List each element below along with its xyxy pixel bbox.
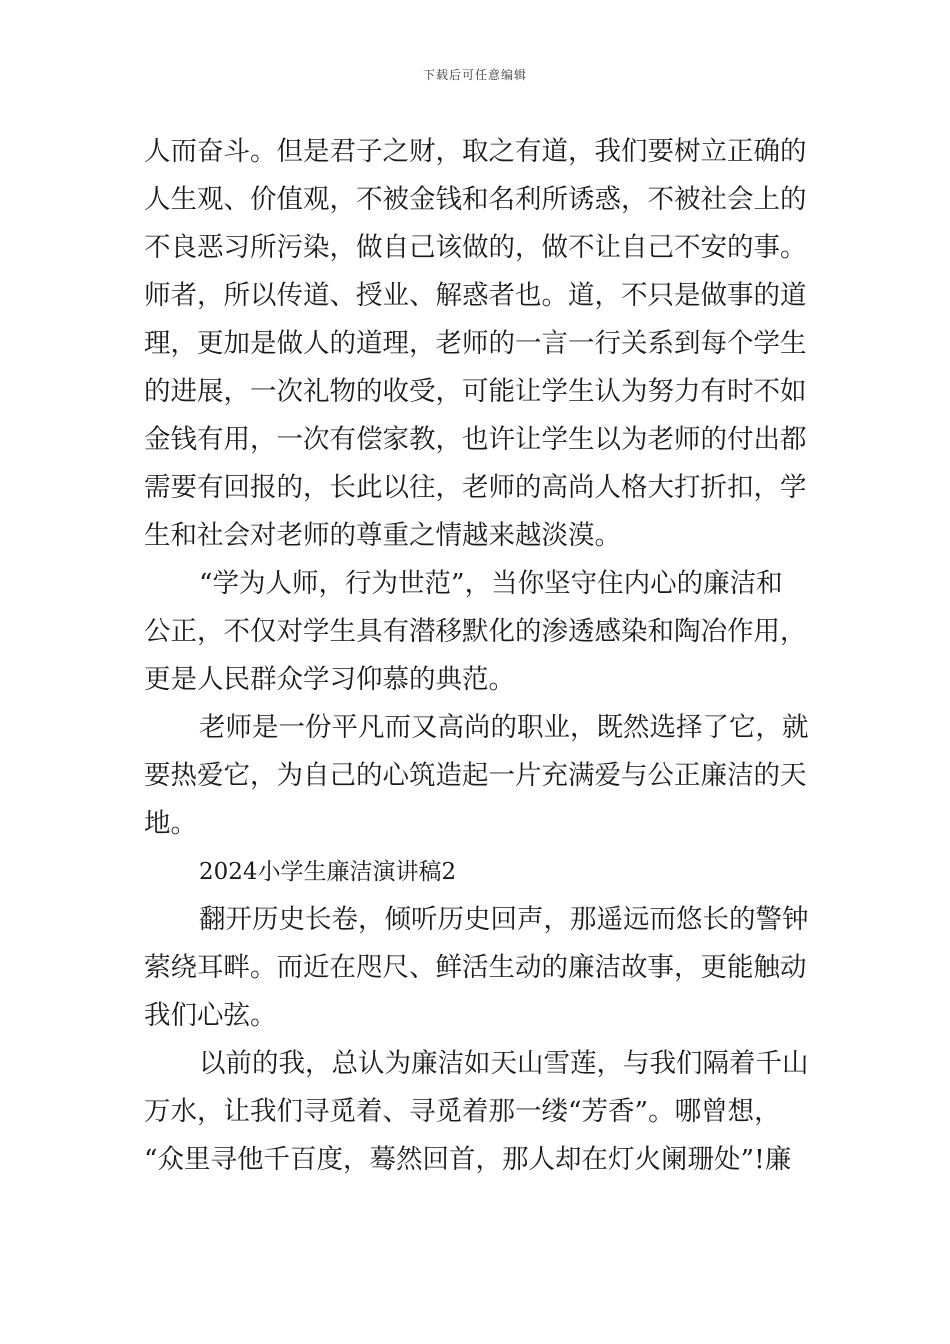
section-heading: 2024小学生廉洁演讲稿2 (199, 859, 457, 885)
text-line: 以前的我，总认为廉洁如天山雪莲，与我们隔着千山 (199, 1048, 809, 1079)
text-line: 需要有回报的，长此以往，老师的高尚人格大打折扣，学 (144, 472, 807, 503)
text-line: 要热爱它，为自己的心筑造起一片充满爱与公正廉洁的天 (144, 760, 807, 791)
text-line: 理，更加是做人的道理，老师的一言一行关系到每个学生 (144, 328, 807, 359)
text-line: “众里寻他千百度，蓦然回首，那人却在灯火阑珊处”!廉 (144, 1144, 792, 1175)
text-line: 人而奋斗。但是君子之财，取之有道，我们要树立正确的 (144, 136, 807, 167)
text-line: 金钱有用，一次有偿家教，也许让学生以为老师的付出都 (144, 424, 807, 455)
text-line: 万水，让我们寻觅着、寻觅着那一缕“芳香”。哪曾想， (144, 1096, 781, 1127)
text-line: 老师是一份平凡而又高尚的职业，既然选择了它，就 (199, 712, 809, 743)
text-line: 翻开历史长卷，倾听历史回声，那遥远而悠长的警钟 (199, 904, 809, 935)
text-line: 人生观、价值观，不被金钱和名利所诱惑，不被社会上的 (144, 184, 807, 215)
text-line: 萦绕耳畔。而近在咫尺、鲜活生动的廉洁故事，更能触动 (144, 952, 807, 983)
text-line: 师者，所以传道、授业、解惑者也。道，不只是做事的道 (144, 280, 807, 311)
text-line: 更是人民群众学习仰慕的典范。 (144, 664, 515, 695)
page-header-note: 下载后可任意编辑 (422, 68, 527, 82)
text-line: 不良恶习所污染，做自己该做的，做不让自己不安的事。 (144, 232, 807, 263)
text-line: 生和社会对老师的尊重之情越来越淡漠。 (144, 520, 621, 551)
text-line: 的进展，一次礼物的收受，可能让学生认为努力有时不如 (144, 376, 807, 407)
text-line: 我们心弦。 (144, 1000, 277, 1031)
text-line: 公正，不仅对学生具有潜移默化的渗透感染和陶冶作用， (144, 616, 807, 647)
text-line: 地。 (144, 808, 197, 839)
text-line: “学为人师，行为世范”，当你坚守住内心的廉洁和 (199, 568, 783, 599)
document-body (144, 128, 810, 1184)
